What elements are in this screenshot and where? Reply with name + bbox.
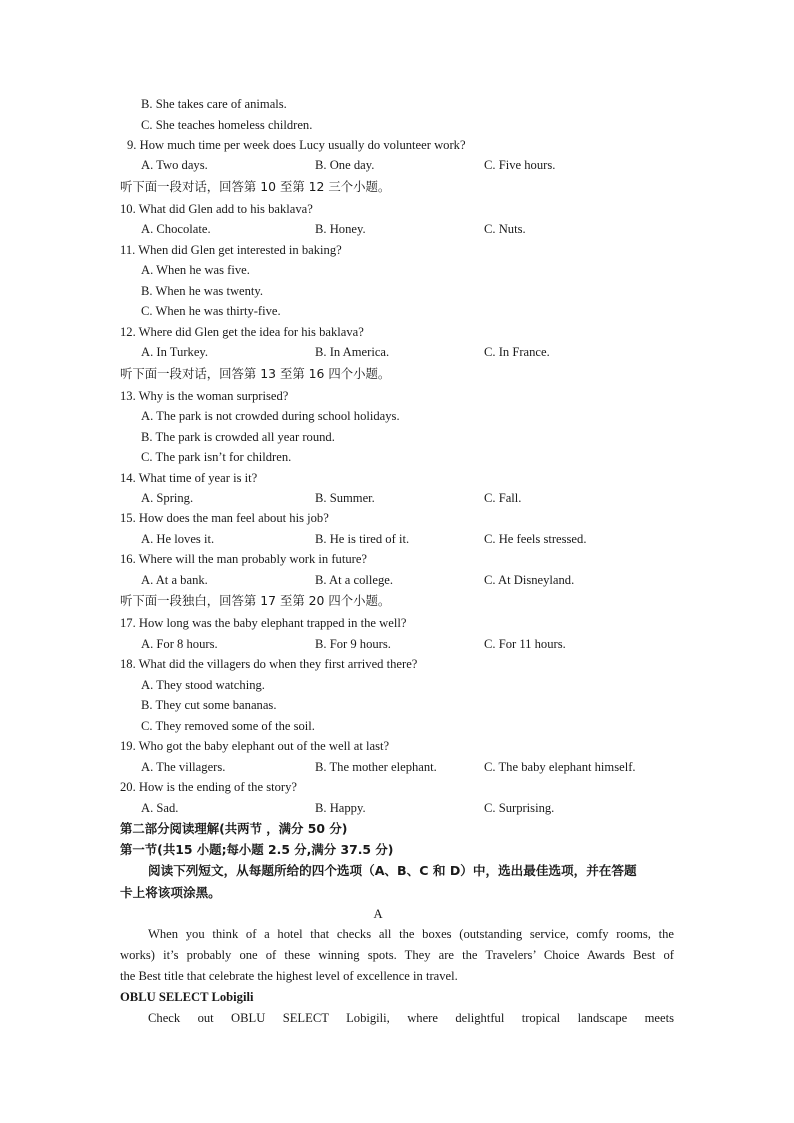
q8-option-c: C. She teaches homeless children. xyxy=(141,118,313,132)
q10-option-c: C. Nuts. xyxy=(484,222,526,236)
q18-question: 18. What did the villagers do when they first arrived there? xyxy=(120,657,418,671)
q18-option-c: C. They removed some of the soil. xyxy=(141,719,315,733)
q14-option-a: A. Spring. xyxy=(141,491,194,505)
q15-option-c: C. He feels stressed. xyxy=(484,532,587,546)
passage-para2-line1: Check out OBLU SELECT Lobigili, where delightful tropical landscape meets xyxy=(148,1011,674,1025)
q13-option-c: C. The park isn’t for children. xyxy=(141,450,292,464)
q15-question: 15. How does the man feel about his job? xyxy=(120,511,329,525)
q12-question: 12. Where did Glen get the idea for his baklava? xyxy=(120,325,364,339)
passage-para1-line3: the Best title that celebrate the highest level of excellence in travel. xyxy=(120,969,458,983)
q16-option-a: A. At a bank. xyxy=(141,573,208,587)
q12-option-b: B. In America. xyxy=(315,345,390,359)
q11-option-a: A. When he was five. xyxy=(141,263,250,277)
section-one-title: 第一节(共15 小题;每小题 2.5 分,满分 37.5 分) xyxy=(120,842,394,857)
hotel-title: OBLU SELECT Lobigili xyxy=(120,990,254,1004)
q14-option-b: B. Summer. xyxy=(315,491,375,505)
directions-17-20: 听下面一段独白，回答第 17 至第 20 四个小题。 xyxy=(120,593,391,608)
q9-question: 9. How much time per week does Lucy usually do volunteer work? xyxy=(127,138,466,152)
q18-option-b: B. They cut some bananas. xyxy=(141,698,277,712)
q17-option-a: A. For 8 hours. xyxy=(141,637,218,651)
instruction-line-1: 阅读下列短文，从每题所给的四个选项（A、B、C 和 D）中，选出最佳选项，并在答题 xyxy=(148,863,637,878)
q20-option-c: C. Surprising. xyxy=(484,801,555,815)
q19-option-c: C. The baby elephant himself. xyxy=(484,760,636,774)
q14-question: 14. What time of year is it? xyxy=(120,471,258,485)
part-two-title: 第二部分阅读理解(共两节 ，满分 50 分) xyxy=(120,821,348,836)
q9-option-a: A. Two days. xyxy=(141,158,208,172)
q15-option-a: A. He loves it. xyxy=(141,532,215,546)
q13-option-a: A. The park is not crowded during school holidays. xyxy=(141,409,400,423)
instruction-line-2: 卡上将该项涂黑。 xyxy=(120,885,221,900)
passage-para1-line1: When you think of a hotel that checks all the boxes (outstanding service, comfy rooms, the xyxy=(148,927,674,941)
q17-option-b: B. For 9 hours. xyxy=(315,637,391,651)
q8-option-b: B. She takes care of animals. xyxy=(141,97,287,111)
q18-option-a: A. They stood watching. xyxy=(141,678,265,692)
q19-option-b: B. The mother elephant. xyxy=(315,760,437,774)
q20-question: 20. How is the ending of the story? xyxy=(120,780,297,794)
q16-question: 16. Where will the man probably work in future? xyxy=(120,552,368,566)
q13-option-b: B. The park is crowded all year round. xyxy=(141,430,335,444)
q20-option-b: B. Happy. xyxy=(315,801,366,815)
q11-question: 11. When did Glen get interested in baking? xyxy=(120,243,342,257)
q17-option-c: C. For 11 hours. xyxy=(484,637,566,651)
passage-para1-line2: works) it’s probably one of these winning spots. They are the Travelers’ Choice Awards Best of xyxy=(120,948,674,962)
q13-question: 13. Why is the woman surprised? xyxy=(120,389,289,403)
q10-option-b: B. Honey. xyxy=(315,222,366,236)
q19-question: 19. Who got the baby elephant out of the well at last? xyxy=(120,739,390,753)
q10-option-a: A. Chocolate. xyxy=(141,222,211,236)
q11-option-c: C. When he was thirty-five. xyxy=(141,304,281,318)
q17-question: 17. How long was the baby elephant trapped in the well? xyxy=(120,616,407,630)
q9-option-c: C. Five hours. xyxy=(484,158,556,172)
passage-label: A xyxy=(373,907,383,921)
q12-option-a: A. In Turkey. xyxy=(141,345,209,359)
q12-option-c: C. In France. xyxy=(484,345,550,359)
q16-option-c: C. At Disneyland. xyxy=(484,573,575,587)
q14-option-c: C. Fall. xyxy=(484,491,522,505)
q11-option-b: B. When he was twenty. xyxy=(141,284,264,298)
q15-option-b: B. He is tired of it. xyxy=(315,532,410,546)
q19-option-a: A. The villagers. xyxy=(141,760,226,774)
directions-13-16: 听下面一段对话，回答第 13 至第 16 四个小题。 xyxy=(120,366,391,381)
directions-10-12: 听下面一段对话，回答第 10 至第 12 三个小题。 xyxy=(120,179,391,194)
q10-question: 10. What did Glen add to his baklava? xyxy=(120,202,313,216)
q20-option-a: A. Sad. xyxy=(141,801,179,815)
q16-option-b: B. At a college. xyxy=(315,573,393,587)
q9-option-b: B. One day. xyxy=(315,158,375,172)
